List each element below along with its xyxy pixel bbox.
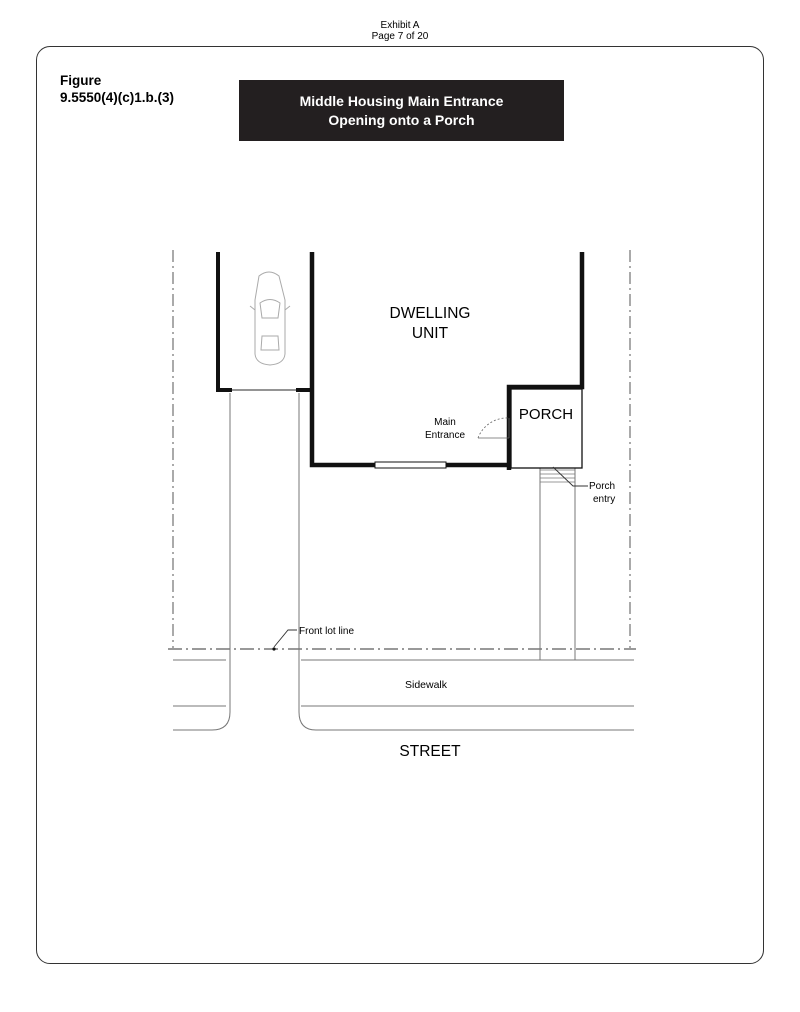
porch-walkway [540, 467, 575, 660]
porch-label: PORCH [518, 406, 574, 423]
window [375, 462, 446, 468]
figure-label-line2: 9.5550(4)(c)1.b.(3) [60, 90, 175, 105]
exhibit-label: Exhibit A [380, 20, 420, 31]
sidewalk-label: Sidewalk [404, 679, 448, 691]
porch-entry-label-line2: entry [593, 494, 616, 505]
main-entrance-label-line2: Entrance [424, 430, 466, 441]
porch-area [511, 389, 582, 468]
figure-title-line2: Opening onto a Porch [328, 111, 475, 128]
front-lot-line-leader [274, 630, 297, 647]
page-number: Page 7 of 20 [371, 31, 429, 42]
front-lot-line-marker [272, 647, 275, 650]
dwelling-label-line1: DWELLING [389, 305, 471, 322]
door-swing-icon [478, 418, 509, 438]
figure-label-line1: Figure [60, 73, 102, 88]
dwelling-label-line2: UNIT [411, 325, 449, 342]
main-entrance-label-line1: Main [434, 417, 456, 428]
porch-entry-label-line1: Porch [589, 481, 616, 492]
street-label: STREET [399, 743, 461, 760]
car-icon [250, 272, 290, 365]
front-lot-line-label: Front lot line [299, 626, 355, 637]
figure-title-line1: Middle Housing Main Entrance [299, 92, 504, 109]
